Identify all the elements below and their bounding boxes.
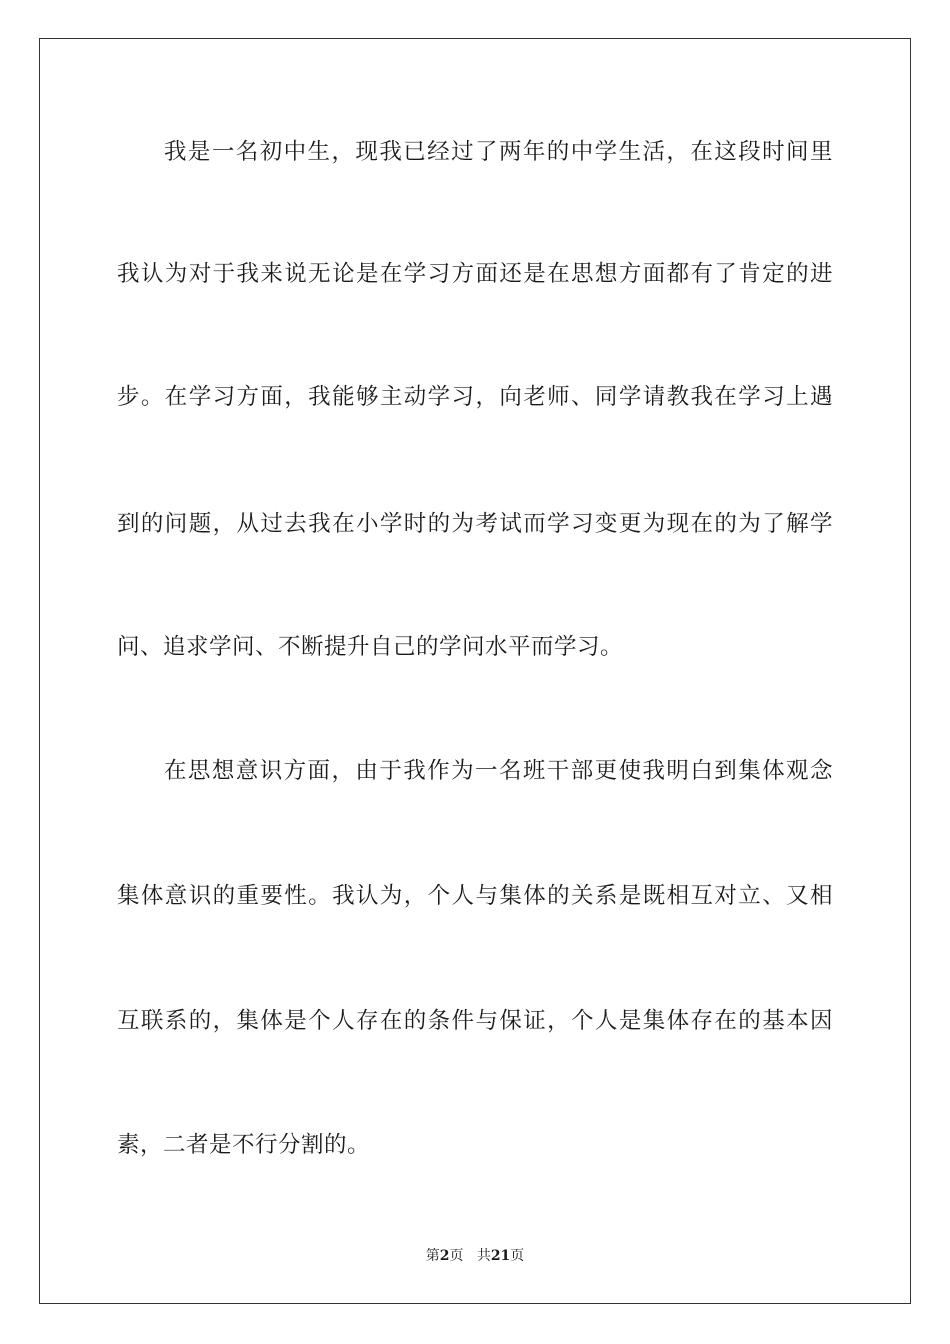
footer-page-number: 2 [439,1248,450,1264]
footer-total-prefix: 共 [476,1248,491,1264]
footer-page-prefix: 第 [425,1248,440,1264]
paragraph-2-line-3: 互联系的，集体是个人存在的条件与保证，个人是集体存在的基本因 [117,1008,833,1034]
paragraph-1-line-5: 问、追求学问、不断提升自己的学问水平而学习。 [117,634,624,660]
paragraph-1-line-1: 我是一名初中生，现我已经过了两年的中学生活，在这段时间里 [164,139,833,165]
page-frame [39,38,911,1304]
paragraph-1-line-2: 我认为对于我来说无论是在学习方面还是在思想方面都有了肯定的进 [117,261,833,287]
footer-page-suffix: 页 [449,1248,464,1264]
paragraph-1-line-4: 到的问题，从过去我在小学时的为考试而学习变更为现在的为了解学 [117,511,833,537]
footer-total-suffix: 页 [510,1248,525,1264]
paragraph-2-line-4: 素，二者是不行分割的。 [117,1132,371,1158]
footer-total-pages: 21 [490,1248,511,1264]
paragraph-1-line-3: 步。在学习方面，我能够主动学习，向老师、同学请教我在学习上遇 [117,384,833,410]
paragraph-2-line-2: 集体意识的重要性。我认为，个人与集体的关系是既相互对立、又相 [117,883,833,909]
page-footer [0,1246,950,1266]
paragraph-2-line-1: 在思想意识方面，由于我作为一名班干部更使我明白到集体观念 [164,758,833,784]
